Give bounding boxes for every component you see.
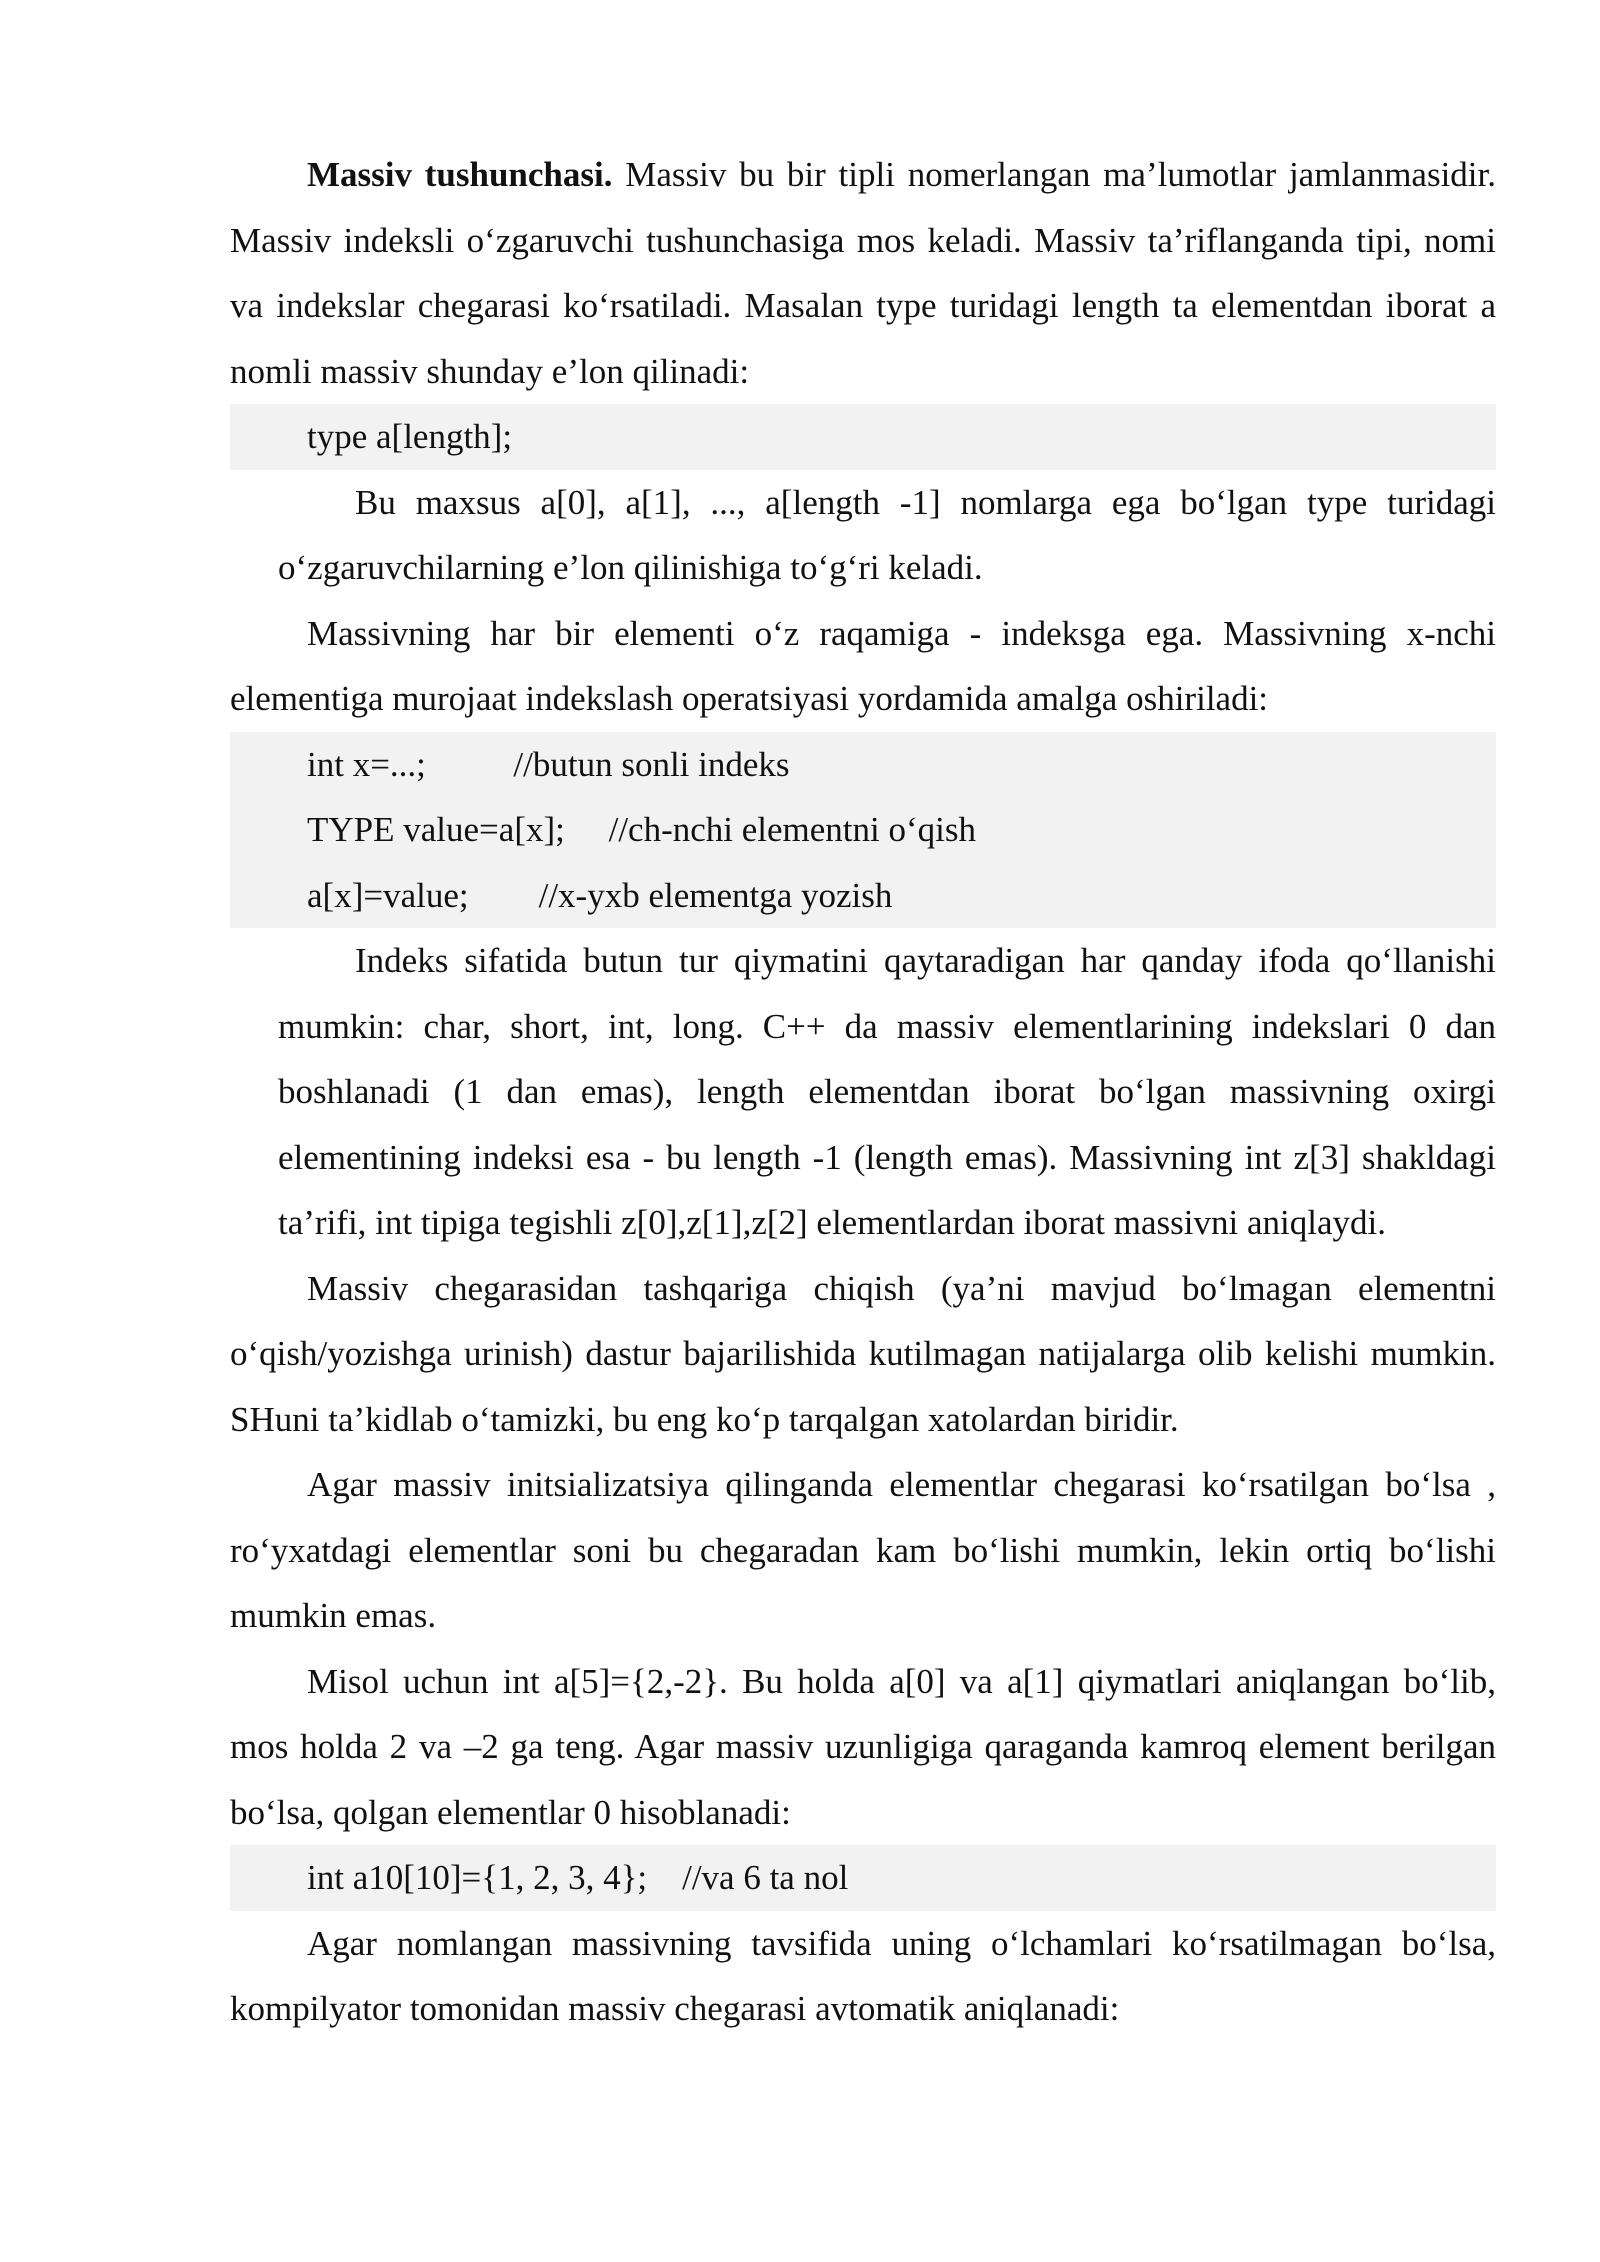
code-line: TYPE value=a[x]; //ch-nchi elementni o‘qish: [307, 810, 976, 849]
paragraph-out-of-bounds: Massiv chegarasidan tashqariga chiqish (ya’ni mavjud bo‘lmagan elementni o‘qish/yozishga urinish) dastur bajarilishida kutilmagan natijalarga olib kelishi mumkin. SHuni ta’kidlab o‘tamizki, bu eng ko‘p tarqalgan xatolardan biridir.: [230, 1268, 1496, 1439]
code-line: int a10[10]={1, 2, 3, 4}; //va 6 ta nol: [307, 1858, 849, 1897]
section-heading: Massiv tushunchasi.: [307, 155, 613, 194]
paragraph-auto-size: Agar nomlangan massivning tavsifida uning o‘lchamlari ko‘rsatilmagan bo‘lsa, kompilyator tomonidan massiv chegarasi avtomatik aniqlanadi:: [230, 1923, 1496, 2028]
code-line: int x=...; //butun sonli indeks: [307, 744, 790, 784]
code-block-index-access: [230, 732, 1496, 929]
document-page: [230, 142, 1496, 2042]
code-line: a[x]=value; //x-yxb elementga yozish: [307, 875, 893, 915]
paragraph-index-types: Indeks sifatida butun tur qiymatini qaytaradigan har qanday ifoda qo‘llanishi mumkin: char, short, int, long. C++ da massiv elementlarining indekslari 0 dan boshlanadi (1 dan emas), length elementdan iborat bo‘lgan massivning oxirgi elementining indeksi esa - bu length -1 (length emas). Massivning int z[3] shakldagi ta’rifi, int tipiga tegishli z[0],z[1],z[2] elementlardan iborat massivni aniqlaydi.: [278, 941, 1496, 1242]
paragraph-example: Misol uchun int a[5]={2,-2}. Bu holda a[0] va a[1] qiymatlari aniqlangan bo‘lib, mos holda 2 va –2 ga teng. Agar massiv uzunligiga qaraganda kamroq element berilgan bo‘lsa, qolgan elementlar 0 hisoblanadi:: [230, 1661, 1496, 1832]
code-line: type a[length];: [307, 417, 513, 456]
paragraph-initialization: Agar massiv initsializatsiya qilinganda elementlar chegarasi ko‘rsatilgan bo‘lsa , ro‘yxatdagi elementlar soni bu chegaradan kam bo‘lishi mumkin, lekin ortiq bo‘lishi mumkin emas.: [230, 1465, 1496, 1635]
code-block-declaration: [230, 404, 1496, 470]
paragraph-declaration-explained: Bu maxsus a[0], a[1], ..., a[length -1] nomlarga ega bo‘lgan type turidagi o‘zgaruvchilarning e’lon qilinishiga to‘g‘ri keladi.: [278, 482, 1496, 587]
code-block-init-example: [230, 1845, 1496, 1911]
paragraph-massiv-definition: [230, 142, 1496, 404]
paragraph-text: Massiv bu bir tipli nomerlangan ma’lumotlar jamlanmasidir. Massiv indeksli o‘zgaruvchi tushunchasiga mos keladi. Massiv ta’riflanganda tipi, nomi va indekslar chegarasi ko‘rsatiladi. Masalan type turidagi length ta elementdan iborat a nomli massiv shunday e’lon qilinadi:: [230, 155, 1496, 391]
paragraph-index-access: Massivning har bir elementi o‘z raqamiga - indeksga ega. Massivning x-nchi elementiga murojaat indekslash operatsiyasi yordamida amalga oshiriladi:: [230, 613, 1496, 718]
